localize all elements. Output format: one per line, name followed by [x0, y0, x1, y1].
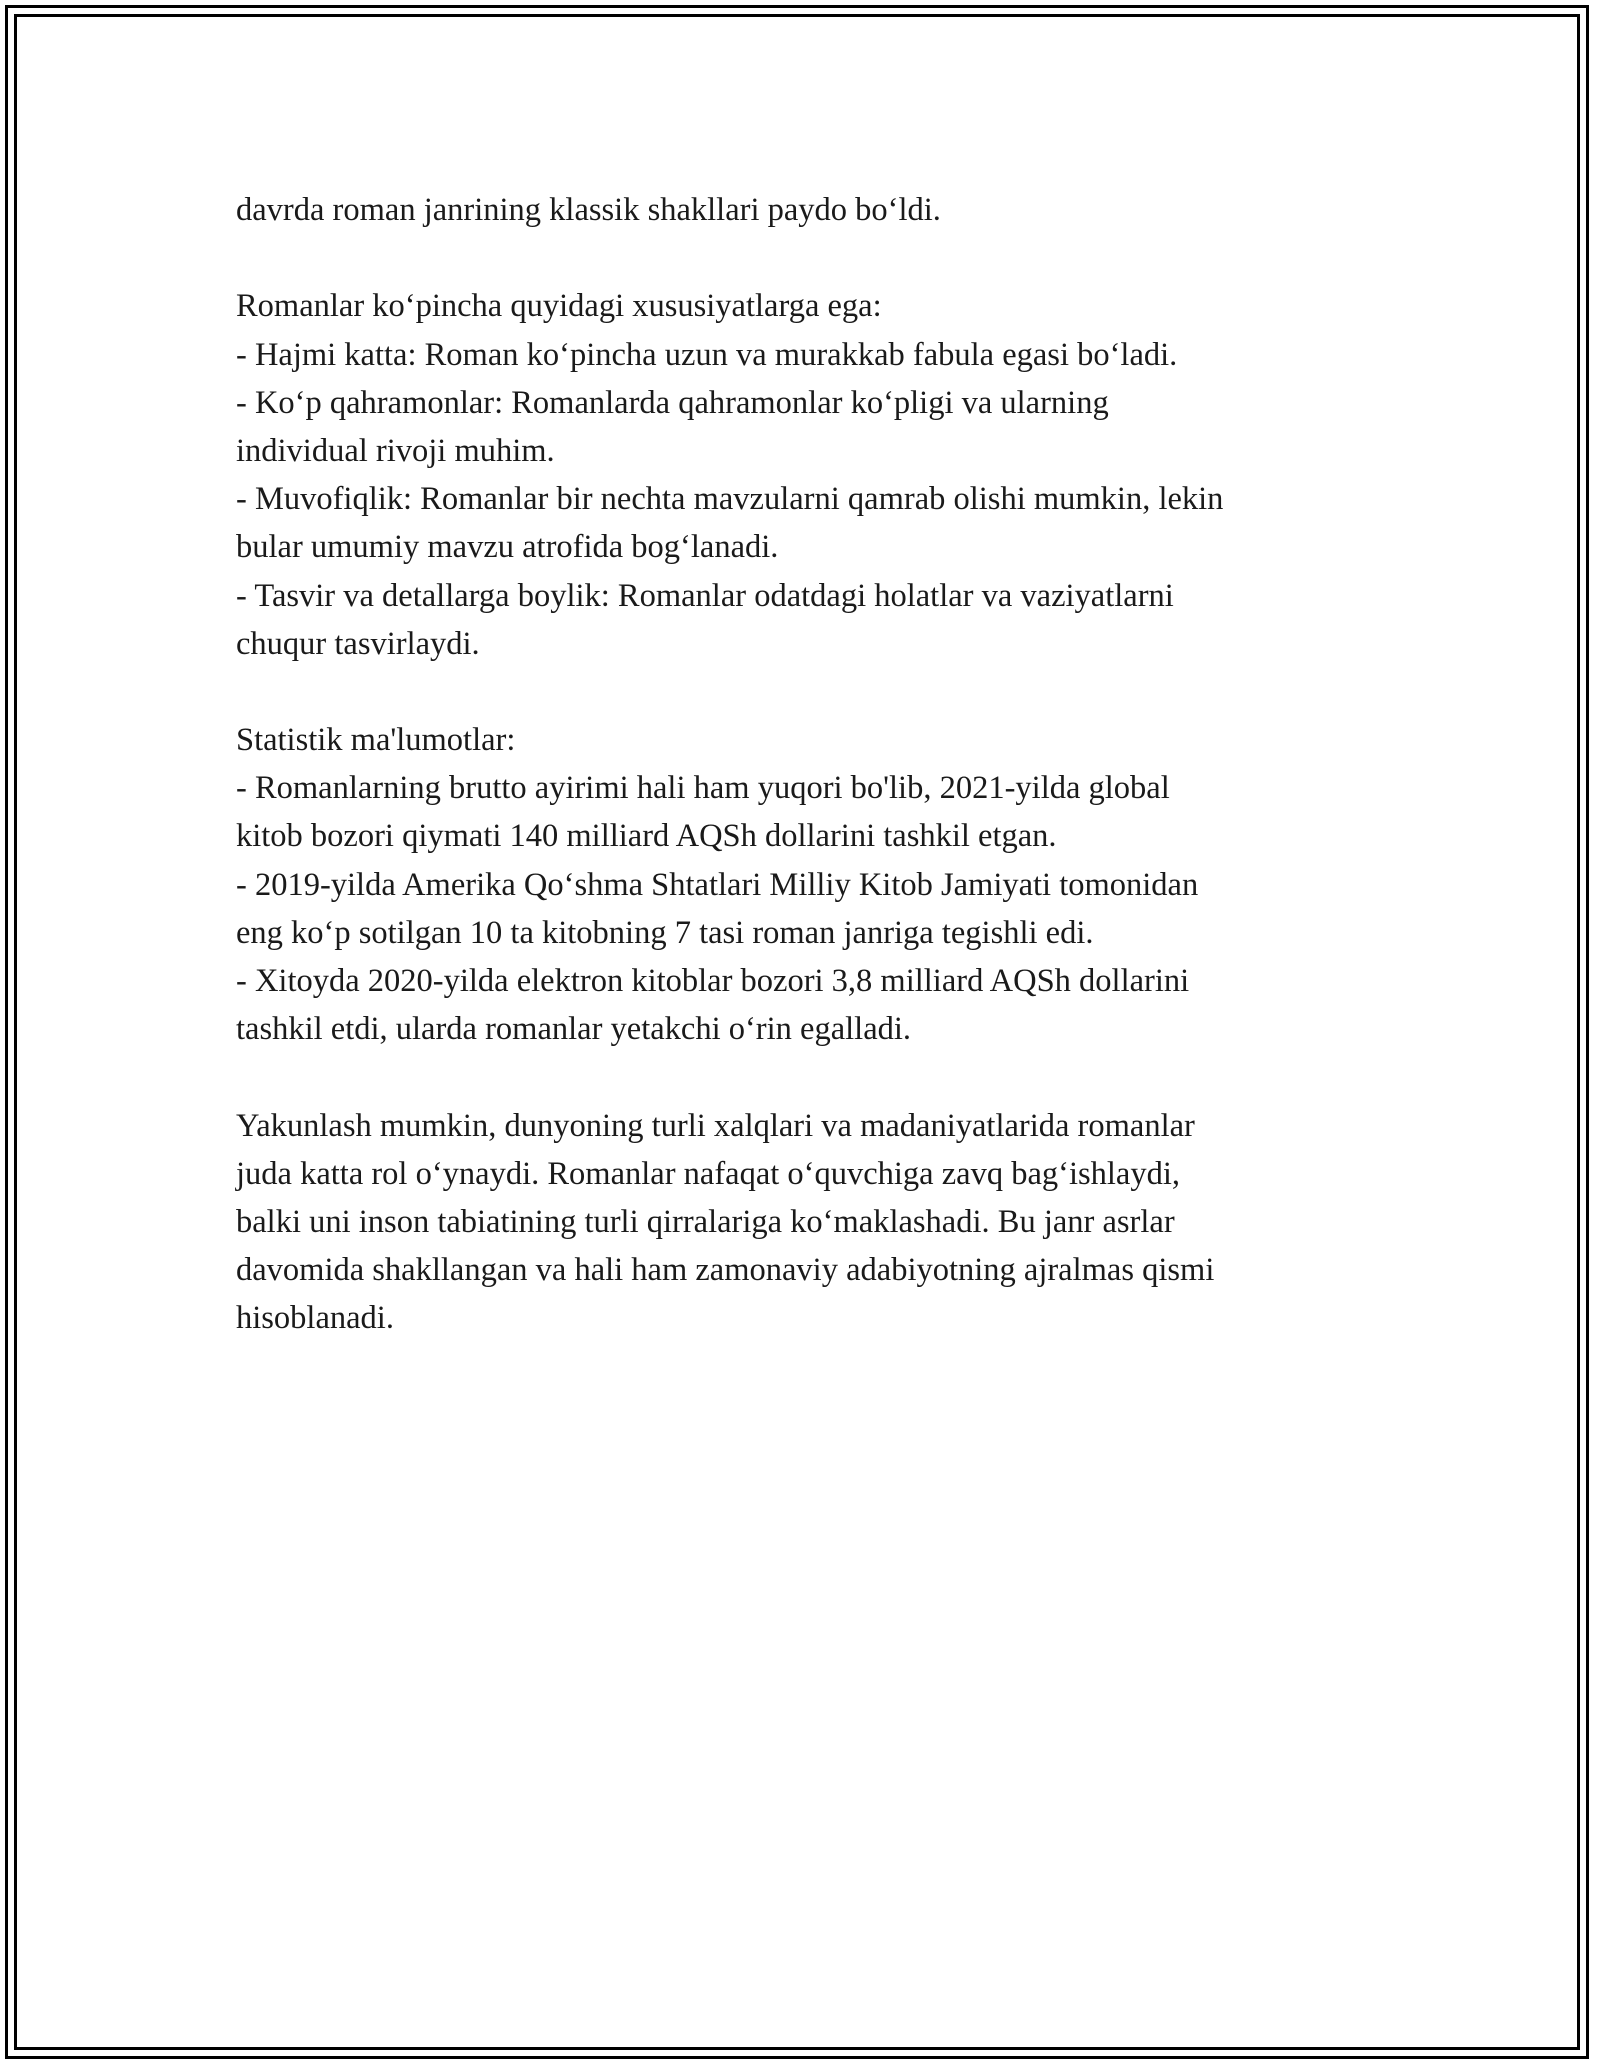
document-body [236, 186, 1356, 1343]
statistics-item-line: eng koʻp sotilgan 10 ta kitobning 7 tasi roman janriga tegishli edi. [236, 914, 1094, 951]
feature-item-line: - Koʻp qahramonlar: Romanlarda qahramonlar koʻpligi va ularning [236, 384, 1109, 421]
conclusion-line: davomida shakllangan va hali ham zamonaviy adabiyotning ajralmas qismi [236, 1252, 1215, 1289]
statistics-item-line: - 2019-yilda Amerika Qoʻshma Shtatlari Milliy Kitob Jamiyati tomonidan [236, 866, 1199, 903]
conclusion-paragraph [236, 1102, 1356, 1343]
conclusion-line: hisoblanadi. [236, 1300, 394, 1337]
statistics-heading: Statistik ma'lumotlar: [236, 722, 516, 759]
conclusion-line: juda katta rol oʻynaydi. Romanlar nafaqat oʻquvchiga zavq bagʻishlaydi, [236, 1155, 1180, 1192]
intro-tail: davrda roman janrining klassik shakllari paydo boʻldi. [236, 192, 941, 228]
statistics-item-line: - Xitoyda 2020-yilda elektron kitoblar bozori 3,8 milliard AQSh dollarini [236, 963, 1190, 999]
feature-item-line: - Tasvir va detallarga boylik: Romanlar odatdagi holatlar va vaziyatlarni [236, 577, 1174, 614]
features-section [236, 282, 1356, 668]
feature-item-line: - Hajmi katta: Roman koʻpincha uzun va murakkab fabula egasi boʻladi. [236, 336, 1178, 373]
paragraph-gap [236, 234, 1356, 282]
statistics-item-line: - Romanlarning brutto ayirimi hali ham yuqori bo'lib, 2021-yilda global [236, 770, 1170, 807]
paragraph-gap [236, 668, 1356, 716]
paragraph-gap [236, 1053, 1356, 1101]
feature-item-line: - Muvofiqlik: Romanlar bir nechta mavzularni qamrab olishi mumkin, lekin [236, 481, 1224, 518]
statistics-item-line: kitob bozori qiymati 140 milliard AQSh dollarini tashkil etgan. [236, 818, 1057, 855]
statistics-item-line: tashkil etdi, ularda romanlar yetakchi oʻrin egalladi. [236, 1011, 912, 1048]
features-heading: Romanlar koʻpincha quyidagi xususiyatlarga ega: [236, 288, 882, 325]
feature-item-line: bular umumiy mavzu atrofida bogʻlanadi. [236, 529, 779, 566]
conclusion-line: Yakunlash mumkin, dunyoning turli xalqlari va madaniyatlarida romanlar [236, 1107, 1195, 1144]
conclusion-line: balki uni inson tabiatining turli qirralariga koʻmaklashadi. Bu janr asrlar [236, 1203, 1175, 1240]
feature-item-line: individual rivoji muhim. [236, 432, 555, 469]
statistics-section [236, 716, 1356, 1053]
feature-item-line: chuqur tasvirlaydi. [236, 625, 480, 662]
